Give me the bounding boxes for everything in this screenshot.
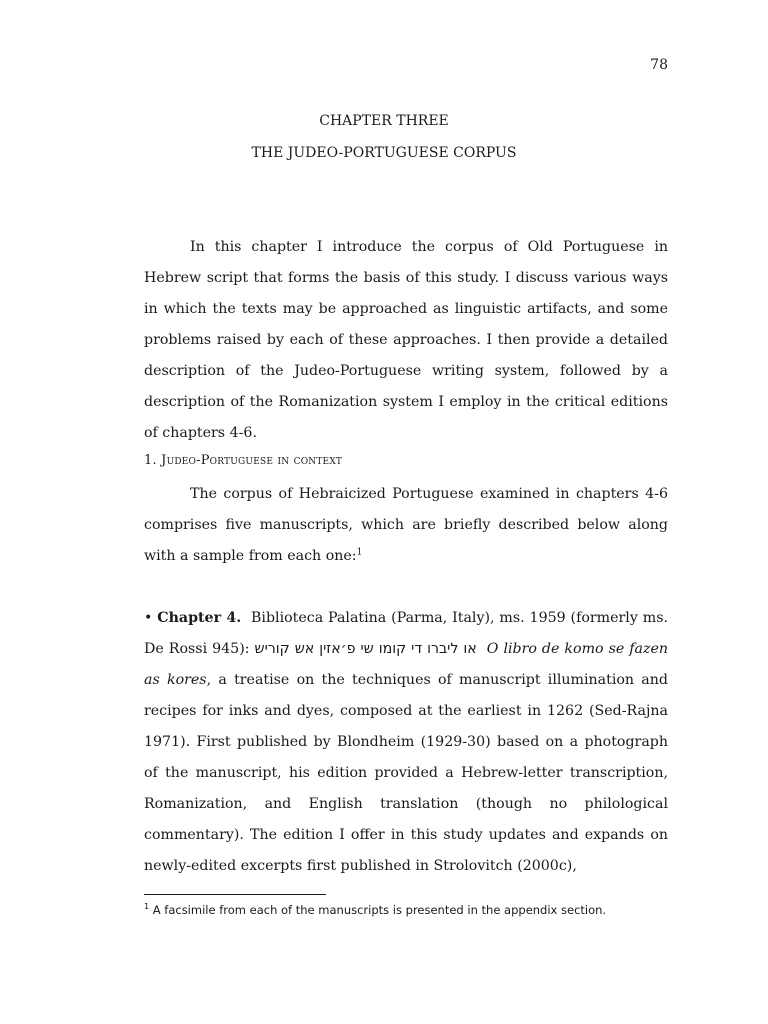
- chapter4-entry: [144, 603, 668, 882]
- corpus-paragraph: [144, 479, 668, 572]
- hebrew-title: או ליברו די קומו שי פ׳אזין אש קוריש: [254, 641, 477, 657]
- section-heading: [144, 453, 342, 468]
- footnote-divider: [144, 894, 326, 895]
- chapter4-label: Chapter 4.: [157, 610, 242, 626]
- chapter-label: CHAPTER THREE: [319, 113, 449, 129]
- intro-paragraph: In this chapter I introduce the corpus of Old Portuguese in Hebrew script that forms the basis of this study. I discuss various ways in which the texts may be approached as linguistic artifacts, and some problems raised by each of these approaches. I then provide a detailed description of the Judeo-Portuguese writing system, followed by a description of the Romanization system I employ in the critical editions of chapters 4-6.: [144, 239, 668, 441]
- footnote-reference: 1: [356, 547, 363, 558]
- bullet: •: [144, 610, 153, 626]
- section-number: 1.: [144, 453, 157, 468]
- footnote-text: A facsimile from each of the manuscripts is presented in the appendix section.: [152, 903, 607, 917]
- footnote-marker: 1: [144, 902, 150, 912]
- chapter4-text-after: , a treatise on the techniques of manuscript illumination and recipes for inks and dyes, composed at the earliest in 1262 (Sed-Rajna 1971). First published by Blondheim (1929-30) based on a photograph of the manuscript, his edition provided a Hebrew-letter transcription, Romanization, and English translation (though no philological commentary). The edition I offer in this study updates and expands on newly-edited excerpts first published in Strolovitch (2000c),: [144, 672, 668, 874]
- romanized-title: O libro de komo se fazen as kores: [144, 641, 668, 688]
- chapter-title: THE JUDEO-PORTUGUESE CORPUS: [251, 145, 517, 161]
- page-number: 78: [650, 57, 668, 73]
- corpus-paragraph-text: The corpus of Hebraicized Portuguese examined in chapters 4-6 comprises five manuscripts, which are briefly described below along with a sample from each one:: [144, 486, 668, 564]
- footnote: [144, 903, 606, 917]
- section-title: Judeo-Portuguese in context: [161, 453, 343, 468]
- chapter4-text-before: Biblioteca Palatina (Parma, Italy), ms. 1959 (formerly ms. De Rossi 945):: [144, 610, 668, 657]
